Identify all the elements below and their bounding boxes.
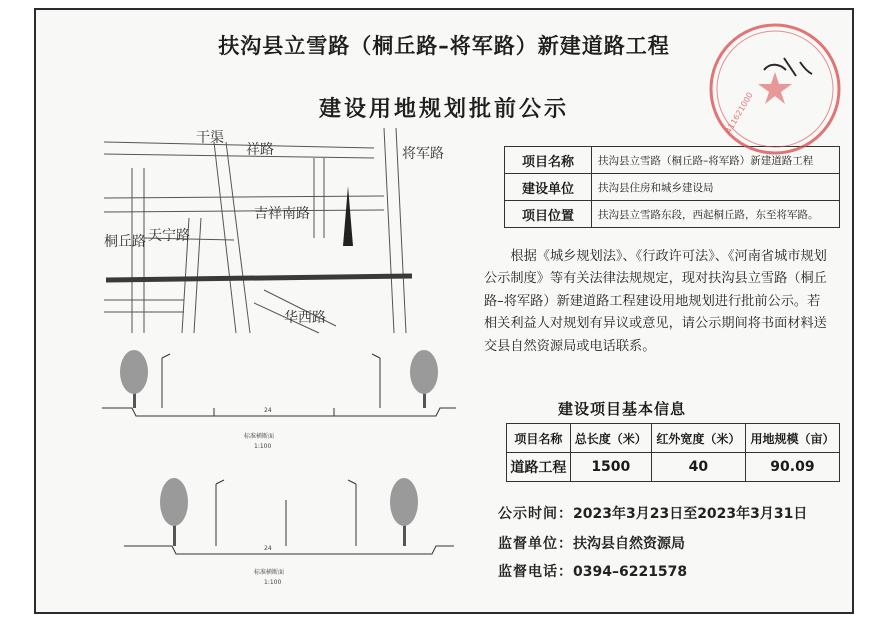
basic-header-length: 总长度（米） xyxy=(570,424,651,453)
map-label-tongqiu: 桐丘路 xyxy=(104,234,146,250)
map-label-tiannu: 天宁路 xyxy=(148,228,190,244)
official-seal xyxy=(700,14,850,164)
publicity-period xyxy=(498,503,807,523)
section-1-width-label: 24 xyxy=(264,407,272,414)
tree-icon xyxy=(390,478,418,546)
cross-section-drawing-1 xyxy=(84,330,474,460)
info-key-location: 项目位置 xyxy=(505,201,592,228)
phone-value: 0394–6221578 xyxy=(573,564,688,580)
title-line-2: 建设用地规划批前公示 xyxy=(318,97,569,122)
basic-cell-area: 90.09 xyxy=(745,453,839,482)
section-2-scale: 1:100 xyxy=(264,579,282,586)
info-value-unit: 扶沟县住房和城乡建设局 xyxy=(592,174,840,201)
basic-cell-width: 40 xyxy=(651,453,745,482)
map-label-huaxi: 华西路 xyxy=(284,310,326,326)
supervisor-unit xyxy=(498,533,685,553)
lixue-road-line xyxy=(106,276,412,280)
basic-header-area: 用地规模（亩） xyxy=(745,424,839,453)
basic-cell-length: 1500 xyxy=(570,453,651,482)
section-2-caption: 标准横断面 xyxy=(254,569,285,576)
north-arrow-icon xyxy=(343,186,353,246)
info-key-name: 项目名称 xyxy=(505,147,592,174)
phone-label: 监督电话： xyxy=(498,564,573,580)
basic-cell-name: 道路工程 xyxy=(507,453,571,482)
map-label-xiang-road: 祥路 xyxy=(246,142,274,158)
supervisor-value: 扶沟县自然资源局 xyxy=(573,536,685,552)
info-value-location: 扶沟县立雪路东段，西起桐丘路，东至将军路。 xyxy=(592,201,840,228)
table-row xyxy=(505,174,840,201)
signature xyxy=(764,58,812,76)
notice-paragraph: 根据《城乡规划法》、《行政许可法》、《河南省城市规划公示制度》等有关法律法规规定，现对扶沟县立雪路（桐丘路–将军路）新建道路工程建设用地规划进行批前公示。若相关利益人对规划有异议或意见，请公示期间将书面材料送交县自然资源局或电话联系。 xyxy=(484,249,827,354)
info-key-unit: 建设单位 xyxy=(505,174,592,201)
table-row xyxy=(507,453,840,482)
cross-section-drawing-2 xyxy=(84,462,474,612)
publicity-period-label: 公示时间： xyxy=(498,506,573,522)
basic-header-width: 红外宽度（米） xyxy=(651,424,745,453)
seal-code: 411621000 xyxy=(723,90,755,135)
basic-info-heading: 建设项目基本信息 xyxy=(558,400,687,418)
star-icon xyxy=(758,72,792,104)
title-line-1: 扶沟县立雪路（桐丘路–将军路）新建道路工程 xyxy=(218,34,670,58)
section-2-width-label: 24 xyxy=(264,545,272,552)
section-1-scale: 1:100 xyxy=(254,443,272,450)
publicity-period-value: 2023年3月23日至2023年3月31日 xyxy=(573,506,808,522)
tree-icon xyxy=(160,478,188,546)
info-value-name: 扶沟县立雪路（桐丘路–将军路）新建道路工程 xyxy=(592,147,840,174)
basic-header-name: 项目名称 xyxy=(507,424,571,453)
supervisor-phone xyxy=(498,561,687,581)
table-row xyxy=(505,201,840,228)
section-1-caption: 标准横断面 xyxy=(244,433,275,440)
map-label-jiangjun-road: 将军路 xyxy=(402,146,444,162)
tree-icon xyxy=(120,350,148,408)
supervisor-label: 监督单位： xyxy=(498,536,573,552)
basic-info-table xyxy=(506,423,840,482)
map-label-jixiang-south: 吉祥南路 xyxy=(254,206,310,222)
tree-icon xyxy=(410,350,438,408)
map-label-ganqu: 干渠 xyxy=(196,130,224,146)
location-map xyxy=(84,128,444,333)
table-header-row xyxy=(507,424,840,453)
